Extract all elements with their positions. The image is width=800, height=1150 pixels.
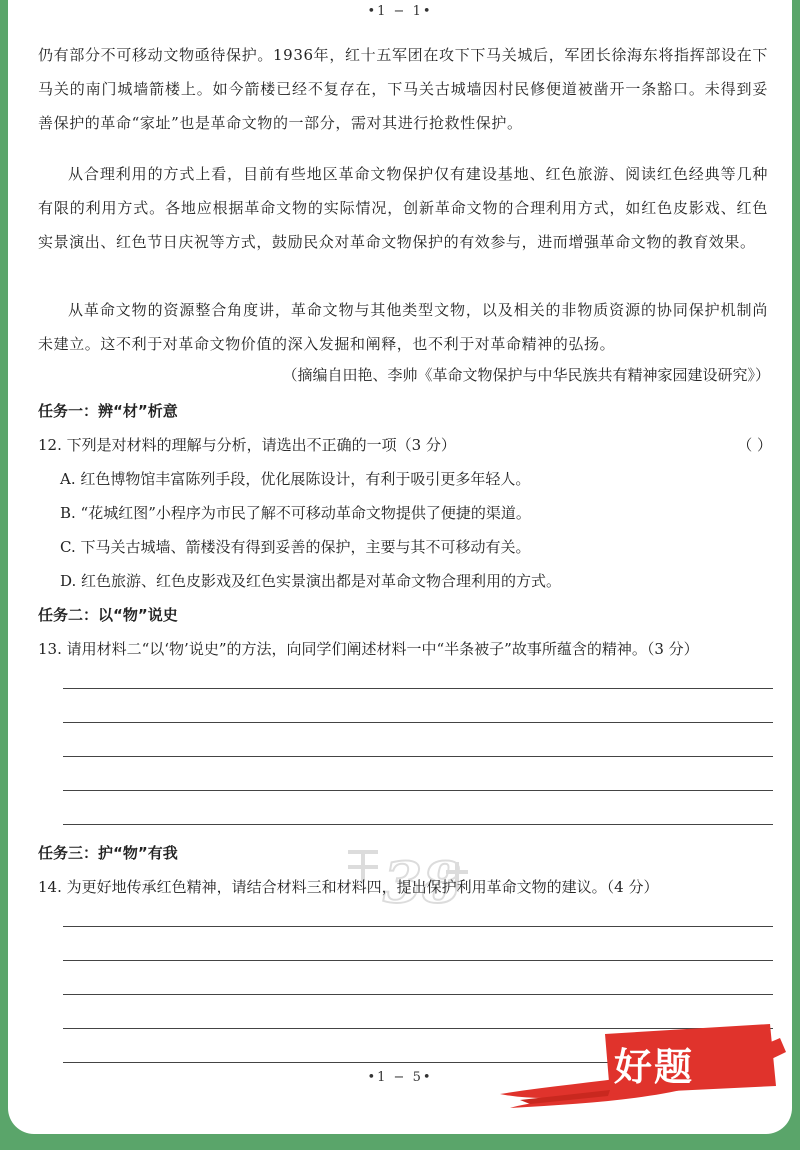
- answer-line: [63, 824, 773, 825]
- passage-paragraph-1: 仍有部分不可移动文物亟待保护。1936年，红十五军团在攻下下马关城后，军团长徐海东将指挥部设在下马关的南门城墙箭楼上。如今箭楼已经不复存在，下马关古城墙因村民修便道被凿开一条豁口。未得到妥善保护的革命“家址”也是革命文物的一部分，需对其进行抢救性保护。: [38, 46, 768, 132]
- answer-line: [63, 688, 773, 689]
- badge-label: 好题: [614, 1045, 695, 1089]
- task1-title: 任务一：辨“材”析意: [38, 402, 178, 420]
- answer-line: [63, 960, 773, 961]
- option-c: C. 下马关古城墙、箭楼没有得到妥善的保护，主要与其不可移动有关。: [60, 538, 531, 556]
- answer-line: [63, 722, 773, 723]
- passage-source: （摘编自田艳、李帅《革命文物保护与中华民族共有精神家园建设研究》）: [282, 366, 770, 384]
- answer-line: [63, 790, 773, 791]
- passage-paragraph-3: 从革命文物的资源整合角度讲，革命文物与其他类型文物，以及相关的非物质资源的协同保护机制尚未建立。这不利于对革命文物价值的深入发掘和阐释，也不利于对革命精神的弘扬。: [38, 301, 768, 353]
- answer-line: [63, 756, 773, 757]
- question-12: 12. 下列是对材料的理解与分析，请选出不正确的一项（3 分）: [38, 436, 456, 454]
- good-question-badge: [490, 1016, 790, 1116]
- task3-title: 任务三：护“物”有我: [38, 844, 178, 862]
- question-14: 14. 为更好地传承红色精神，请结合材料三和材料四，提出保护利用革命文物的建议。（4 分）: [38, 878, 659, 896]
- bottom-page-number: •1 − 5•: [367, 1070, 433, 1085]
- answer-line: [63, 926, 773, 927]
- top-page-number: •1 − 1•: [367, 4, 433, 19]
- watermark-logo: [328, 842, 478, 922]
- answer-bracket: （ ）: [737, 436, 772, 454]
- svg-text:38: 38: [383, 850, 461, 916]
- question-13: 13. 请用材料二“以‘物’说史”的方法，向同学们阐述材料一中“半条被子”故事所蕴含的精神。（3 分）: [38, 640, 699, 658]
- answer-line: [63, 994, 773, 995]
- task2-title: 任务二：以“物”说史: [38, 606, 178, 624]
- exam-page: [8, 0, 792, 1134]
- option-b: B. “花城红图”小程序为市民了解不可移动革命文物提供了便捷的渠道。: [60, 504, 531, 522]
- option-a: A. 红色博物馆丰富陈列手段，优化展陈设计，有利于吸引更多年轻人。: [60, 470, 531, 488]
- passage-paragraph-2: 从合理利用的方式上看，目前有些地区革命文物保护仅有建设基地、红色旅游、阅读红色经典等几种有限的利用方式。各地应根据革命文物的实际情况，创新革命文物的合理利用方式，如红色皮影戏、红色实景演出、红色节日庆祝等方式，鼓励民众对革命文物保护的有效参与，进而增强革命文物的教育效果。: [38, 165, 768, 251]
- option-d: D. 红色旅游、红色皮影戏及红色实景演出都是对革命文物合理利用的方式。: [60, 572, 562, 590]
